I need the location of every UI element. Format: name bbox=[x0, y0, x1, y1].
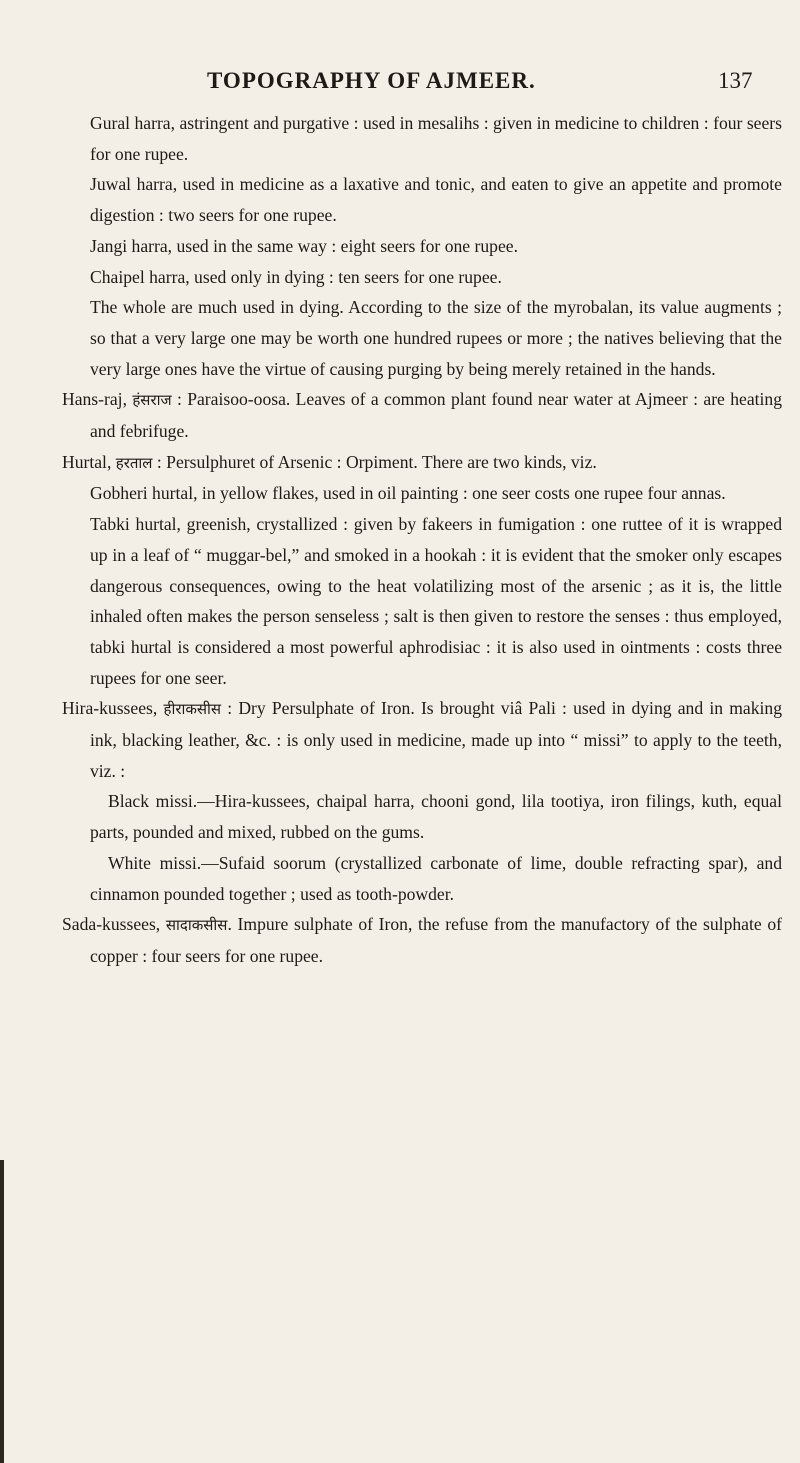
paragraph-gobheri-hurtal: Gobheri hurtal, in yellow flakes, used in oil painting : one seer costs one rupee four annas. bbox=[90, 483, 726, 504]
page-number: 137 bbox=[718, 68, 753, 93]
paragraph-tabki-hurtal: Tabki hurtal, greenish, crystallized : given by fakeers in fumigation : one ruttee of it is wrapped up in a leaf of “ muggar-bel,” and smoked in a hookah : it is evident that the smoker only escapes dangerous consequences, owing to the heat volatilizing most of the arsenic ; as it is, the little inhaled often makes the person senseless ; salt is then given to restore the senses : thus employed, tabki hurtal is considered a most powerful aphrodisiac : it is also used in ointments : costs three rupees for one seer. bbox=[90, 514, 782, 688]
body-text bbox=[62, 108, 782, 972]
entry-hira-kussees: Hira-kussees, हीराकसीस : Dry Persulphate of Iron. Is brought viâ Pali : used in dying and in making ink, blacking leather, &c. : is only used in medicine, made up into “ missi” to apply to the teeth, viz. : bbox=[62, 698, 783, 781]
devanagari-term: हीराकसीस bbox=[163, 700, 222, 719]
entry-hans-raj: Hans-raj, हंसराज : Paraisoo-oosa. Leaves of a common plant found near water at Ajmeer : are heating and febrifuge. bbox=[62, 389, 783, 442]
paragraph-gural-harra: Gural harra, astringent and purgative : used in mesalihs : given in medicine to children : four seers for one rupee. bbox=[90, 113, 782, 164]
paragraph-jangi-harra: Jangi harra, used in the same way : eight seers for one rupee. bbox=[90, 235, 518, 256]
entry-head: Sada-kussees, bbox=[62, 914, 166, 935]
page-binding-edge bbox=[0, 1160, 4, 1463]
entry-head: Hurtal, bbox=[62, 451, 116, 472]
page-header bbox=[0, 68, 800, 104]
entry-head: Hira-kussees, bbox=[62, 698, 164, 719]
paragraph-white-missi: White missi.—Sufaid soorum (crystallized carbonate of lime, double refracting spar), and cinnamon pounded together ; used as tooth-powder. bbox=[90, 852, 782, 904]
devanagari-term: हंसराज bbox=[132, 391, 172, 410]
entry-sada-kussees: Sada-kussees, सादाकसीस. Impure sulphate of Iron, the refuse from the manufactory of the sulphate of copper : four seers for one rupee. bbox=[62, 914, 782, 966]
paragraph-black-missi: Black missi.—Hira-kussees, chaipal harra, chooni gond, lila tootiya, iron filings, kuth, equal parts, pounded and mixed, rubbed on the gums. bbox=[90, 791, 782, 843]
entry-head: Hans-raj, bbox=[62, 389, 133, 410]
paragraph-juwal-harra: Juwal harra, used in medicine as a laxative and tonic, and eaten to give an appetite and promote digestion : two seers for one rupee. bbox=[90, 174, 782, 226]
devanagari-term: सादाकसीस bbox=[165, 916, 228, 935]
entry-hurtal: Hurtal, हरताल : Persulphuret of Arsenic : Orpiment. There are two kinds, viz. bbox=[62, 451, 597, 472]
devanagari-term: हरताल bbox=[115, 453, 153, 472]
paragraph-dying-note: The whole are much used in dying. According to the size of the myrobalan, its value augments ; so that a very large one may be worth one hundred rupees or more ; the natives believing that the very large ones have the virtue of causing purging by being merely retained in the hands. bbox=[90, 297, 782, 379]
running-title: TOPOGRAPHY OF AJMEER. bbox=[207, 68, 536, 93]
paragraph-chaipel-harra: Chaipel harra, used only in dying : ten seers for one rupee. bbox=[90, 266, 502, 287]
